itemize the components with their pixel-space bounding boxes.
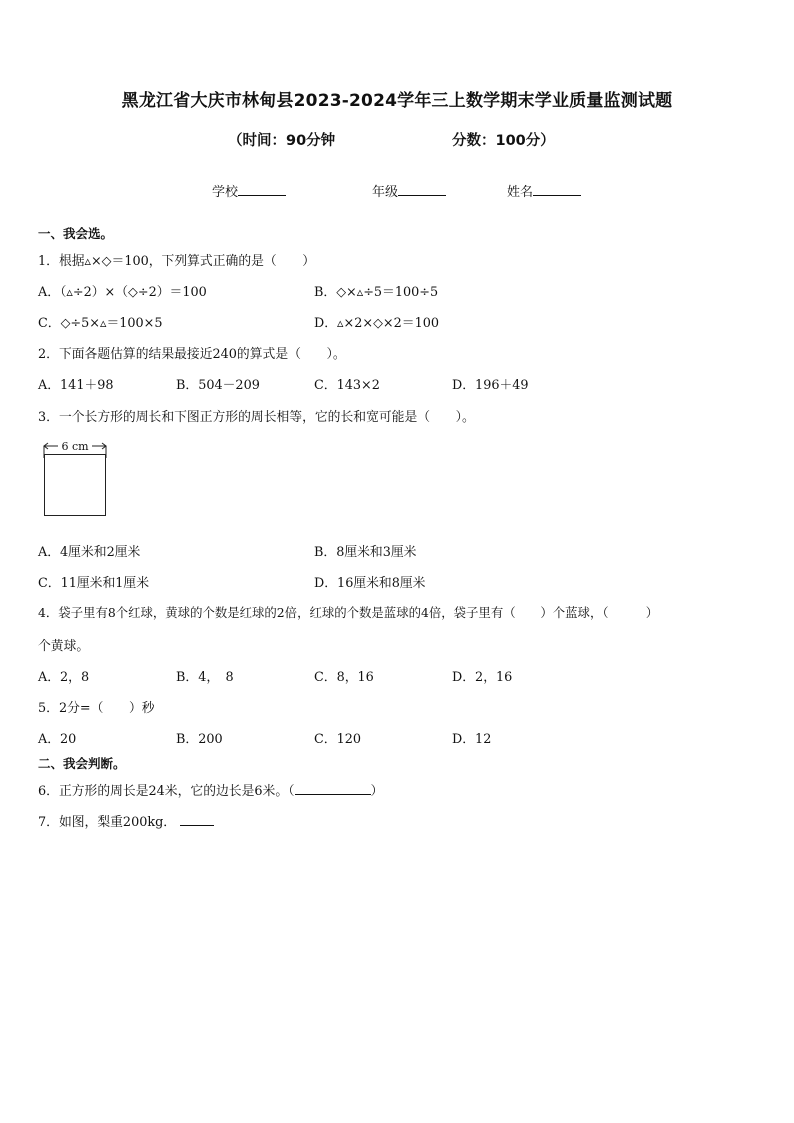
- question-2-option-a[interactable]: A．141＋98: [38, 378, 114, 393]
- school-field: [212, 181, 286, 200]
- question-3-option-a[interactable]: A．4厘米和2厘米: [38, 545, 141, 560]
- question-7: [38, 811, 214, 830]
- question-3-stem: 3．一个长方形的周长和下图正方形的周长相等，它的长和宽可能是（ ）。: [38, 410, 475, 425]
- question-6-close: ）: [370, 784, 384, 799]
- question-5-option-c[interactable]: C．120: [314, 732, 362, 747]
- question-1-stem: 1．根据▵×◇＝100，下列算式正确的是（ ）: [38, 254, 316, 269]
- school-blank[interactable]: [238, 183, 286, 196]
- exam-time: （时间：90分钟: [228, 133, 336, 149]
- question-4-stem-line-2: 个黄球。: [38, 639, 90, 654]
- question-1-option-b[interactable]: B．◇×▵÷5＝100÷5: [314, 285, 439, 300]
- question-3-option-d[interactable]: D．16厘米和8厘米: [314, 576, 426, 591]
- question-6: [38, 780, 383, 799]
- question-3-option-b[interactable]: B．8厘米和3厘米: [314, 545, 417, 560]
- dimension-label: 6 cm: [61, 440, 89, 453]
- question-2-option-c[interactable]: C．143×2: [314, 378, 380, 393]
- question-4-option-a[interactable]: A．2，8: [38, 670, 90, 685]
- square-shape: [45, 455, 106, 516]
- question-4-option-c[interactable]: C．8，16: [314, 670, 374, 685]
- question-7-answer-blank[interactable]: [180, 813, 214, 826]
- question-3-option-c[interactable]: C．11厘米和1厘米: [38, 576, 149, 591]
- grade-blank[interactable]: [398, 183, 446, 196]
- question-4-stem-line-1: 4．袋子里有8个红球，黄球的个数是红球的2倍，红球的个数是蓝球的4倍，袋子里有（ ）个蓝球，（ ）: [38, 605, 659, 620]
- question-2-option-d[interactable]: D．196＋49: [452, 378, 529, 393]
- question-1-option-c[interactable]: C．◇÷5×▵＝100×5: [38, 316, 163, 331]
- grade-label: 年级: [372, 185, 399, 200]
- grade-field: [372, 181, 446, 200]
- question-2-option-b[interactable]: B．504－209: [176, 378, 260, 393]
- name-field: [507, 181, 581, 200]
- question-6-answer-blank[interactable]: [295, 782, 371, 795]
- question-4-option-b[interactable]: B．4， 8: [176, 670, 234, 685]
- section-2-title: 二、我会判断。: [38, 756, 126, 771]
- name-label: 姓名: [507, 185, 534, 200]
- name-blank[interactable]: [533, 183, 581, 196]
- square-diagram: [38, 440, 114, 522]
- page-title: 黑龙江省大庆市林甸县2023-2024学年三上数学期末学业质量监测试题: [121, 91, 673, 111]
- question-4-option-d[interactable]: D．2，16: [452, 670, 513, 685]
- question-5-option-b[interactable]: B．200: [176, 732, 223, 747]
- question-5-stem: 5．2分=（ ）秒: [38, 701, 155, 716]
- question-7-stem: 7．如图，梨重200kg．: [38, 815, 177, 830]
- exam-score: 分数：100分）: [452, 133, 555, 149]
- section-1-title: 一、我会选。: [38, 226, 114, 241]
- question-5-option-d[interactable]: D．12: [452, 732, 492, 747]
- question-1-option-a[interactable]: A．（▵÷2）×（◇÷2）＝100: [38, 285, 207, 300]
- question-2-stem: 2．下面各题估算的结果最接近240的算式是（ ）。: [38, 347, 346, 362]
- square-figure: [38, 440, 114, 522]
- question-1-option-d[interactable]: D．▵×2×◇×2＝100: [314, 316, 439, 331]
- question-6-stem: 6．正方形的周长是24米，它的边长是6米。（: [38, 784, 295, 799]
- question-5-option-a[interactable]: A．20: [38, 732, 77, 747]
- school-label: 学校: [212, 185, 239, 200]
